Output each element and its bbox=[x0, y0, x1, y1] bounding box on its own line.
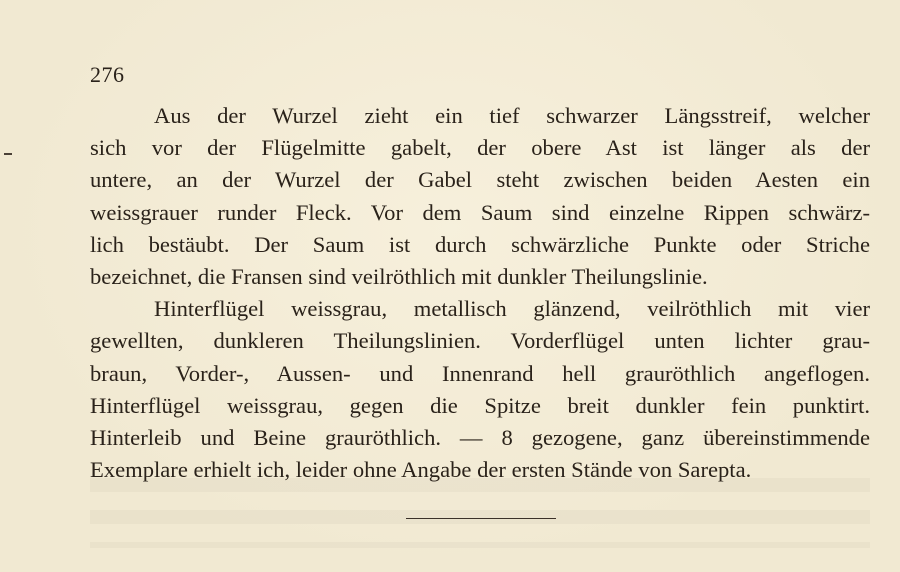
section-divider bbox=[406, 518, 556, 519]
page-number: 276 bbox=[90, 62, 125, 87]
text-line: sich vor der Flügelmitte gabelt, der obere Ast ist länger als der bbox=[90, 135, 870, 161]
bleed-through-shadow bbox=[90, 478, 870, 548]
text-line: Aus der Wurzel zieht ein tief schwarzer Längsstreif, welcher bbox=[154, 103, 870, 128]
text-line: weissgrauer runder Fleck. Vor dem Saum sind einzelne Rippen schwärz- bbox=[90, 199, 870, 225]
text-line: Hinterleib und Beine grauröthlich. — 8 gezogene, ganz übereinstimmende bbox=[90, 424, 870, 450]
body-text bbox=[90, 100, 870, 486]
paragraph-1 bbox=[90, 100, 870, 293]
text-line: untere, an der Wurzel der Gabel steht zwischen beiden Aesten ein bbox=[90, 167, 870, 193]
text-line: bezeichnet, die Fransen sind veilröthlich mit dunkler Theilungslinie. bbox=[90, 263, 708, 289]
text-line: Hinterflügel weissgrau, metallisch glänzend, veilröthlich mit vier bbox=[154, 296, 870, 322]
margin-mark bbox=[4, 153, 12, 155]
text-line: Exemplare erhielt ich, leider ohne Angabe der ersten Stände von Sarepta. bbox=[90, 457, 752, 483]
text-line: gewellten, dunkleren Theilungslinien. Vorderflügel unten lichter grau- bbox=[90, 328, 870, 354]
paragraph-2 bbox=[90, 293, 870, 486]
text-line: braun, Vorder-, Aussen- und Innenrand hell grauröthlich angeflogen. bbox=[90, 360, 870, 386]
text-line: Hinterflügel weissgrau, gegen die Spitze breit dunkler fein punktirt. bbox=[90, 392, 870, 418]
text-line: lich bestäubt. Der Saum ist durch schwärzliche Punkte oder Striche bbox=[90, 231, 870, 257]
